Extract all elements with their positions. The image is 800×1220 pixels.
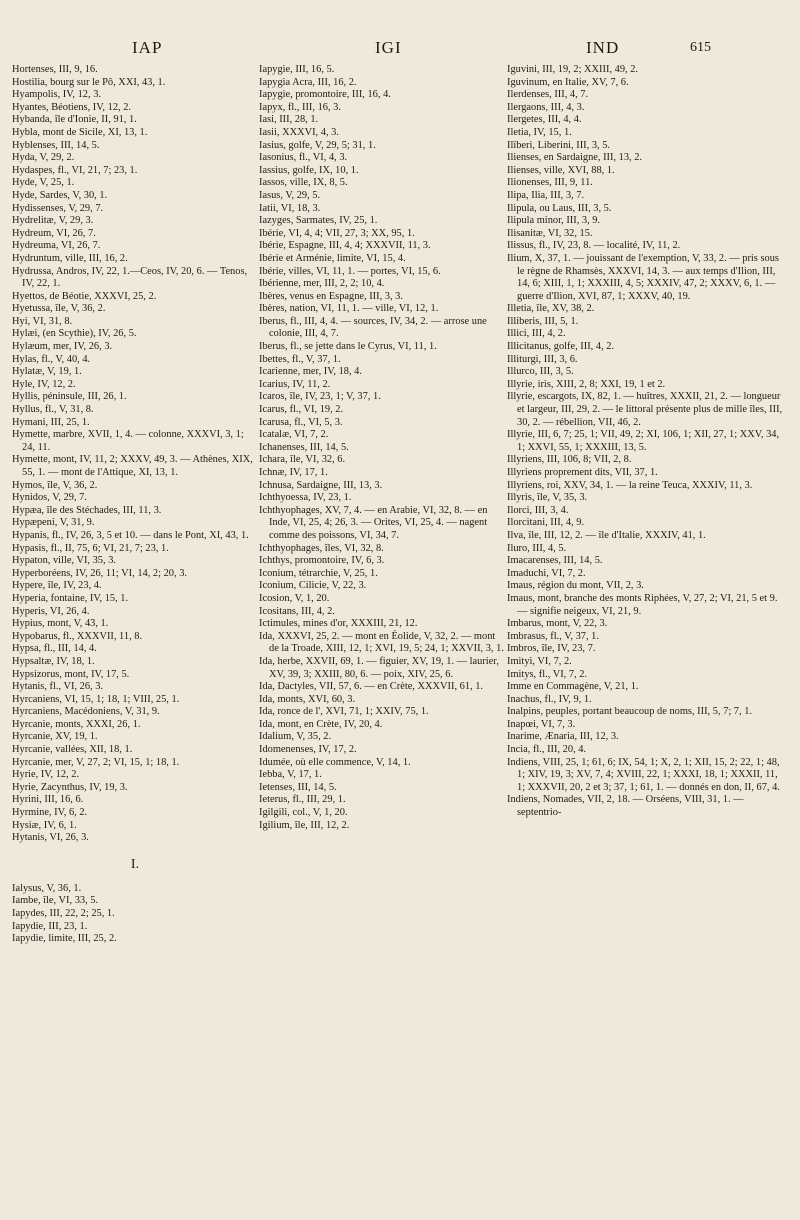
index-entry: Ilorcitani, III, 4, 9. (507, 517, 585, 529)
index-entry: Illiberis, III, 5, 1. (507, 315, 579, 327)
index-entry: Ilipula, ou Laus, III, 3, 5. (507, 202, 612, 214)
index-entry: Hyetussa, île, V, 36, 2. (12, 303, 106, 315)
index-entry: Imitys, fl., VI, 7, 2. (507, 668, 588, 680)
index-entry: Illicitanus, golfe, III, 4, 2. (507, 341, 615, 353)
index-entry: Hyi, VI, 31, 8. (12, 315, 73, 327)
index-entry: Hypere, île, IV, 23, 4. (12, 580, 102, 592)
index-entry: Imacarenses, III, 14, 5. (507, 555, 603, 567)
index-entry: Iguvinum, en Italie, XV, 7, 6. (507, 76, 629, 88)
index-entry: Idumée, où elle commence, V, 14, 1. (259, 756, 411, 768)
index-column-1 (12, 64, 258, 946)
index-entry: Illyrie, III, 6, 7; 25, 1; VII, 49, 2; XI, 106, 1; XII, 27, 1; XXV, 34, 1; XXVI, 55, 1; XXXIII, 13, 5. (507, 429, 780, 453)
index-entry: Hydrussa, Andros, IV, 22, 1.—Ceos, IV, 20, 6. — Tenos, IV, 22, 1. (12, 265, 248, 290)
index-entry: Illyriens, III, 106, 8; VII, 2, 8. (507, 454, 632, 466)
index-entry: Ibères, venus en Espagne, III, 3, 3. (259, 290, 403, 302)
index-entry: Hostilia, bourg sur le Pô, XXI, 43, 1. (12, 76, 166, 88)
index-entry: Hybanda, île d'Ionie, II, 91, 1. (12, 114, 137, 126)
index-entry: Hypæa, île des Stéchades, III, 11, 3. (12, 504, 162, 516)
index-entry: Illyrie, escargots, IX, 82, 1. — huîtres, XXXII, 21, 2. — longueur et largeur, III, 29, 2. — le littoral présente plus de mille îles, III, 30, 2. — rébellion, VII, 46, 2. (507, 391, 783, 428)
index-entry: Igilium, île, III, 12, 2. (259, 819, 350, 831)
index-entry: Imbros, île, IV, 23, 7. (507, 643, 596, 655)
index-entry: Imme en Commagène, V, 21, 1. (507, 681, 639, 693)
index-entry: Hypaton, ville, VI, 35, 3. (12, 555, 116, 567)
index-entry: Imaduchi, VI, 7, 2. (507, 567, 586, 579)
index-entry: Ilergetes, III, 4, 4. (507, 114, 582, 126)
index-entry: Imityi, VI, 7, 2. (507, 655, 572, 667)
index-entry: Iapydes, III, 22, 2; 25, 1. (12, 908, 115, 919)
index-entry: Hylatæ, V, 19, 1. (12, 366, 82, 378)
index-entry: Iconium, Cilicie, V, 22, 3. (259, 580, 367, 592)
index-entry: Hyde, Sardes, V, 30, 1. (12, 189, 108, 201)
index-entry: Iasi, III, 28, 1. (259, 114, 319, 126)
header-right-word: IND (586, 38, 620, 57)
index-entry: Imbarus, mont, V, 22, 3. (507, 618, 608, 630)
index-entry: Hymette, mont, IV, 11, 2; XXXV, 49, 3. — Athènes, XIX, 55, 1. — mont de l'Attique, XI, 13, 1. (12, 454, 253, 478)
index-entry: Icosion, V, 1, 20. (259, 592, 330, 604)
index-entry: Iassius, golfe, IX, 10, 1. (259, 164, 359, 176)
index-entry: Hyrmine, IV, 6, 2. (12, 807, 88, 819)
index-entry: Imaus, mont, branche des monts Riphées, V, 27, 2; VI, 21, 5 et 9. — signifie neigeux, VI, 21, 9. (507, 592, 778, 617)
index-entry: Ilissus, fl., IV, 23, 8. — localité, IV, 11, 2. (507, 240, 681, 252)
index-entry: Hyllus, fl., V, 31, 8. (12, 404, 94, 416)
running-header (0, 38, 800, 66)
index-entry: Ibérie, Espagne, III, 4, 4; XXXVII, 11, 3. (259, 240, 431, 252)
index-entry: Icarusa, fl., VI, 5, 3. (259, 416, 343, 428)
index-entry: Iberus, fl., se jette dans le Cyrus, VI, 11, 1. (259, 341, 437, 353)
index-entry: Ilienses, en Sardaigne, III, 13, 2. (507, 152, 643, 164)
index-entry: Hydreum, VI, 26, 7. (12, 227, 96, 239)
index-entry: Hyrie, IV, 12, 2. (12, 769, 80, 781)
index-entry: Icatalæ, VI, 7, 2. (259, 429, 329, 441)
index-entry: Ibères, nation, VI, 11, 1. — ville, VI, 12, 1. (259, 303, 439, 315)
index-entry: Incia, fl., III, 20, 4. (507, 744, 587, 756)
index-entry: Hyperis, VI, 26, 4. (12, 605, 90, 617)
index-entry: Igilgili, col., V, 1, 20. (259, 807, 348, 819)
index-entry: Imaus, région du mont, VII, 2, 3. (507, 580, 644, 592)
index-entry: Hyantes, Béotiens, IV, 12, 2. (12, 101, 131, 113)
index-entry: Ilipa, Ilia, III, 3, 7. (507, 189, 585, 201)
index-entry: Ilienses, ville, XVI, 88, 1. (507, 164, 615, 176)
page-number: 615 (690, 40, 711, 55)
index-entry: Ieterus, fl., III, 29, 1. (259, 794, 346, 806)
index-entry: Iambe, île, VI, 33, 5. (12, 895, 99, 907)
index-entry: Ialysus, V, 36, 1. (12, 882, 82, 894)
index-entry: Hyampolis, IV, 12, 3. (12, 89, 101, 101)
index-entry: Hypsizorus, mont, IV, 17, 5. (12, 668, 130, 680)
index-entry: Illici, III, 4, 2. (507, 328, 566, 340)
index-entry: Hyrcanie, mer, V, 27, 2; VI, 15, 1; 18, 1. (12, 756, 180, 768)
index-entry: Imbrasus, fl., V, 37, 1. (507, 630, 599, 642)
index-entry: Icarus, fl., VI, 19, 2. (259, 404, 344, 416)
index-entry: Ichnusa, Sardaigne, III, 13, 3. (259, 479, 383, 491)
index-entry: Hypsa, fl., III, 14, 4. (12, 643, 97, 655)
index-entry: Hyrcanie, monts, XXXI, 26, 1. (12, 718, 141, 730)
index-entry: Hybla, mont de Sicile, XI, 13, 1. (12, 126, 148, 138)
index-entry: Icositans, III, 4, 2. (259, 605, 335, 617)
index-entry: Hysiæ, IV, 6, 1. (12, 819, 77, 831)
index-entry: Illurco, III, 3, 5. (507, 366, 574, 378)
index-entry: Iluro, III, 4, 5. (507, 542, 567, 554)
index-entry: Icaros, île, IV, 23, 1; V, 37, 1. (259, 391, 381, 403)
index-entry: Illyriens proprement dits, VII, 37, 1. (507, 467, 658, 478)
index-entry: Indiens, VIII, 25, 1; 61, 6; IX, 54, 1; X, 2, 1; XII, 15, 2; 22, 1; 48, 1; XIV, 19, 3; XV, 7, 4; XVIII, 22, 1; XXXI, 18, 1; XXXII, 11, 1; XXXVII, 20, 2 et 3; 37, 1; 61, 1. — donnés en don, II, 67, 4. (507, 756, 780, 793)
index-entry: Hylas, fl., V, 40, 4. (12, 353, 91, 365)
index-entry: Iatii, VI, 18, 3. (259, 202, 321, 214)
index-entry: Iapygie, promontoire, III, 16, 4. (259, 89, 391, 101)
index-entry: Ida, XXXVI, 25, 2. — mont en Éolide, V, 32, 2. — mont de la Troade, XIII, 12, 1; XVI, 19, 5; 24, 1; XXVII, 3, 1. (259, 630, 504, 655)
index-entry: Hytanis, VI, 26, 3. (12, 832, 89, 844)
index-entry: Idalium, V, 35, 2. (259, 731, 332, 743)
index-entry: Ibettes, fl., V, 37, 1. (259, 353, 341, 365)
index-entry: Hynidos, V, 29, 7. (12, 492, 87, 504)
index-entry: Ichanenses, III, 14, 5. (259, 441, 349, 453)
index-entry: Hymette, marbre, XVII, 1, 4. — colonne, XXXVI, 3, 1; 24, 11. (12, 429, 244, 453)
index-entry: Hylæi, (en Scythie), IV, 26, 5. (12, 328, 137, 340)
index-entry: Hyrie, Zacynthus, IV, 19, 3. (12, 781, 128, 793)
index-entry: Inachus, fl., IV, 9, 1. (507, 693, 592, 705)
index-entry: Iapygie, III, 16, 5. (259, 64, 335, 75)
index-entry: Hydreuma, VI, 26, 7. (12, 240, 101, 252)
index-entry: Idomenenses, IV, 17, 2. (259, 744, 357, 756)
index-entry: Ida, ronce de l', XVI, 71, 1; XXIV, 75, 1. (259, 706, 429, 718)
index-entry: Iassos, ville, IX, 8, 5. (259, 177, 348, 189)
index-entry: Iapygia Acra, III, 16, 2. (259, 76, 357, 88)
index-entry: Iconium, tétrarchie, V, 25, 1. (259, 567, 378, 579)
index-entry: Ibérie et Arménie, limite, VI, 15, 4. (259, 252, 406, 264)
index-entry: Ichara, île, VI, 32, 6. (259, 454, 346, 466)
index-entry: Hyrini, III, 16, 6. (12, 794, 84, 806)
index-entry: Illetia, île, XV, 38, 2. (507, 303, 595, 315)
index-entry: Hydaspes, fl., VI, 21, 7; 23, 1. (12, 164, 138, 176)
index-entry: Ibérie, villes, VI, 11, 1. — portes, VI, 15, 6. (259, 265, 441, 277)
header-center-word: IGI (375, 38, 402, 57)
index-entry: Iberus, fl., III, 4, 4. — sources, IV, 34, 2. — arrose une colonie, III, 4, 7. (259, 315, 487, 340)
index-entry: Hypasis, fl., II, 75, 6; VI, 21, 7; 23, 1. (12, 542, 169, 554)
index-entry: Hyblenses, III, 14, 5. (12, 139, 100, 151)
index-entry: Hyllis, péninsule, III, 26, 1. (12, 391, 127, 403)
index-entry: Ichthys, promontoire, IV, 6, 3. (259, 555, 385, 567)
index-column-3 (507, 64, 783, 820)
index-entry: Ilipula minor, III, 3, 9. (507, 215, 601, 227)
index-entry: Icarienne, mer, IV, 18, 4. (259, 366, 362, 378)
index-entry: Hydissenses, V, 29, 7. (12, 202, 104, 214)
index-entry: Hypsaltæ, IV, 18, 1. (12, 655, 95, 667)
index-entry: Iasii, XXXVI, 4, 3. (259, 126, 339, 138)
index-entry: Illiturgi, III, 3, 6. (507, 353, 578, 365)
index-entry: Hymani, III, 25, 1. (12, 416, 90, 428)
index-entry: Ilionenses, III, 9, 11. (507, 177, 593, 189)
index-column-2 (259, 64, 505, 832)
index-entry: Hyle, IV, 12, 2. (12, 378, 76, 390)
index-entry: Ichnæ, IV, 17, 1. (259, 467, 328, 478)
index-entry: Ilva, île, III, 12, 2. — île d'Italie, XXXIV, 41, 1. (507, 529, 706, 541)
index-entry: Iguvini, III, 19, 2; XXIII, 49, 2. (507, 64, 639, 75)
index-entry: Ilïberi, Liberini, III, 3, 5. (507, 139, 611, 151)
index-entry: Hyrcanie, XV, 19, 1. (12, 731, 98, 743)
index-entry: Ilergaons, III, 4, 3. (507, 101, 585, 113)
index-entry: Ietenses, III, 14, 5. (259, 781, 337, 793)
index-entry: Hyrcaniens, Macédoniens, V, 31, 9. (12, 706, 160, 718)
index-entry: Hyrcanie, vallées, XII, 18, 1. (12, 744, 133, 756)
index-entry: Iasius, golfe, V, 29, 5; 31, 1. (259, 139, 376, 151)
index-entry: Ida, mont, en Crète, IV, 20, 4. (259, 718, 383, 730)
index-entry: Hyperia, fontaine, IV, 15, 1. (12, 592, 129, 604)
index-entry: Iasus, V, 29, 5. (259, 189, 321, 201)
index-entry: Ilorci, III, 3, 4. (507, 504, 569, 516)
index-entry: Ida, herbe, XXVII, 69, 1. — figuier, XV, 19, 1. — laurier, XV, 39, 3; XXIII, 80, 6. — poix, XIV, 25, 6. (259, 655, 499, 680)
index-entry: Ida, monts, XVI, 60, 3. (259, 693, 356, 705)
index-entry: Hypius, mont, V, 43, 1. (12, 618, 109, 630)
index-entry: Hymos, île, V, 36, 2. (12, 479, 98, 491)
index-entry: Illyrie, iris, XIII, 2, 8; XXI, 19, 1 et 2. (507, 378, 666, 390)
index-entry: Hypanis, fl., IV, 26, 3, 5 et 10. — dans le Pont, XI, 43, 1. (12, 529, 249, 541)
index-entry: Iazyges, Sarmates, IV, 25, 1. (259, 215, 378, 227)
index-entry: Hyde, V, 25, 1. (12, 177, 75, 189)
index-entry: Iapyx, fl., III, 16, 3. (259, 101, 341, 113)
index-entry: Illyris, île, V, 35, 3. (507, 492, 588, 504)
index-entry: Ibérie, VI, 4, 4; VII, 27, 3; XX, 95, 1. (259, 227, 415, 239)
index-entry: Iletia, IV, 15, 1. (507, 126, 572, 138)
index-entry: Iapydie, limite, III, 25, 2. (12, 933, 117, 945)
header-left-word: IAP (132, 38, 163, 57)
index-entry: Iasonius, fl., VI, 4, 3. (259, 152, 348, 164)
index-entry: Ilium, X, 37, 1. — jouissant de l'exemption, V, 33, 2. — pris sous le règne de Rhamsès, XXXVI, 14, 3. — aux temps d'Ilion, III, 14, 6; XIII, 1, 1; XXXIII, 4, 5; XXXIV, 47, 2; XXXV, 6, 1. — guerre d'Ilion, XVI, 87, 1; XXXV, 40, 19. (507, 252, 779, 302)
index-entry: Iapydie, III, 23, 1. (12, 920, 88, 932)
index-entry: Icarius, IV, 11, 2. (259, 378, 331, 390)
section-heading: I. (130, 856, 140, 872)
index-entry: Inarime, Ænaria, III, 12, 3. (507, 731, 619, 743)
index-entry: Hypobarus, fl., XXXVII, 11, 8. (12, 630, 143, 642)
index-entry: Hortenses, III, 9, 16. (12, 64, 98, 75)
index-entry: Hyperboréens, IV, 26, 11; VI, 14, 2; 20, 3. (12, 567, 187, 579)
index-entry: Iebba, V, 17, 1. (259, 769, 322, 781)
index-entry: Ichthyoessa, IV, 23, 1. (259, 492, 352, 504)
index-entry: Hydrelitæ, V, 29, 3. (12, 215, 94, 227)
index-entry: Hyettos, de Béotie, XXXVI, 25, 2. (12, 290, 157, 302)
index-entry: Hydruntum, ville, III, 16, 2. (12, 252, 128, 264)
index-entry: Ilisanitæ, VI, 32, 15. (507, 227, 593, 239)
index-entry: Ibérienne, mer, III, 2, 2; 10, 4. (259, 278, 385, 290)
index-entry: Hypæpeni, V, 31, 9. (12, 517, 95, 529)
index-entry: Hylæum, mer, IV, 26, 3. (12, 341, 113, 353)
index-entry: Hyda, V, 29, 2. (12, 152, 75, 164)
index-entry: Ida, Dactyles, VII, 57, 6. — en Crète, XXXVII, 61, 1. (259, 681, 484, 693)
index-entry: Indiens, Nomades, VII, 2, 18. — Orséens, VIII, 31, 1. — septentrio- (507, 794, 744, 819)
index-entry: Hyrcaniens, VI, 15, 1; 18, 1; VIII, 25, 1. (12, 693, 180, 705)
index-entry: Ictimules, mines d'or, XXXIII, 21, 12. (259, 618, 418, 630)
index-entry: Inapœi, VI, 7, 3. (507, 718, 576, 730)
index-entry: Ichthyophages, XV, 7, 4. — en Arabie, VI, 32, 8. — en Inde, VI, 25, 4; 26, 3. — Orites, VI, 25, 4. — nagent comme des poissons, VI, 34, 7. (259, 504, 488, 541)
index-entry: Ilerdenses, III, 4, 7. (507, 89, 589, 101)
index-entry: Inalpins, peuples, portant beaucoup de noms, III, 5, 7; 7, 1. (507, 706, 752, 718)
index-entry: Hytanis, fl., VI, 26, 3. (12, 681, 104, 693)
index-entry: Illyriens, roi, XXV, 34, 1. — la reine Teuca, XXXIV, 11, 3. (507, 479, 753, 491)
index-entry: Ichthyophages, îles, VI, 32, 8. (259, 542, 384, 554)
